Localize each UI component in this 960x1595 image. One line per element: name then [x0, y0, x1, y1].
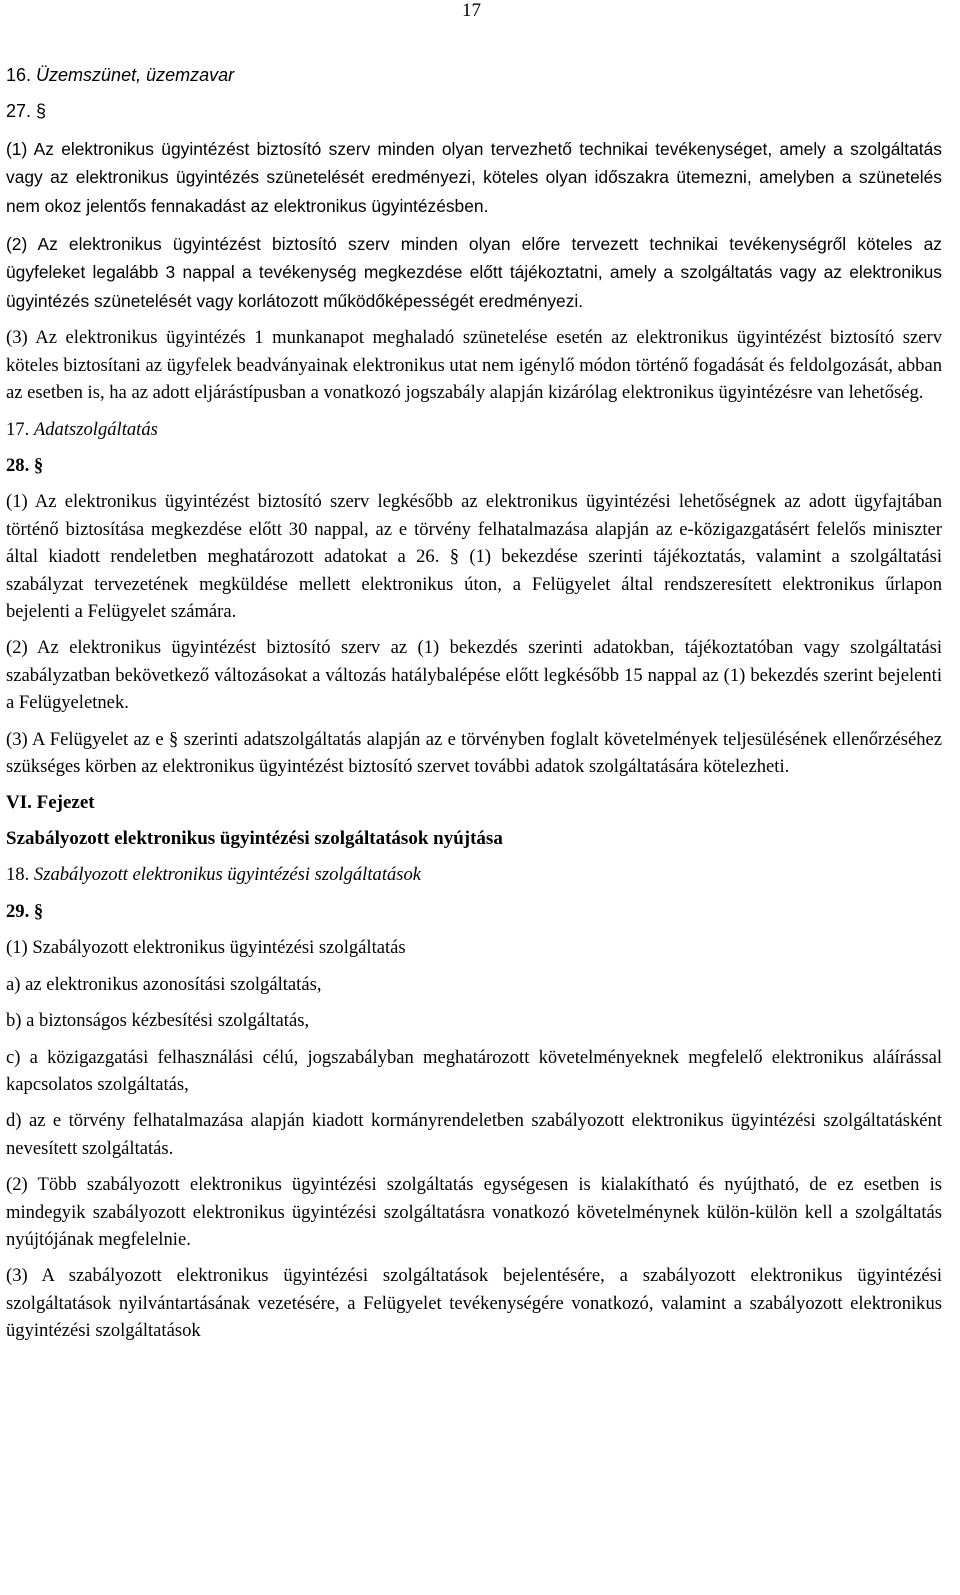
subsection-number: 17.	[6, 418, 30, 440]
subsection-title: Üzemszünet, üzemzavar	[36, 65, 235, 85]
paragraph-28-1: (1) Az elektronikus ügyintézést biztosító szerv legkésőbb az elektronikus ügyintézési lehetőségnek az adott ügyfajtában történő biztosítása megkezdése előtt 30 nappal, az e törvény felhatalmazása alapján az e-közigazgatásért felelős miniszter által kiadott rendeletben meghatározott adatokat a 26. § (1) bekezdése szerinti tájékoztatás, valamint a szolgáltatási szabályzat tervezetének megküldése mellett elektronikus úton, a Felügyelet által rendszeresített elektronikus űrlapon bejelenti a Felügyelet számára.	[6, 491, 942, 623]
list-item-b: b) a biztonságos kézbesítési szolgáltatás,	[6, 1010, 310, 1032]
subsection-heading-17	[6, 416, 942, 443]
list-item-d: d) az e törvény felhatalmazása alapján kiadott kormányrendeletben szabályozott elektronikus ügyintézési szolgáltatásként nevesített szolgáltatás.	[6, 1110, 942, 1159]
paragraph-28-2: (2) Az elektronikus ügyintézést biztosító szerv az (1) bekezdés szerinti adatokban, tájékoztatóban vagy szolgáltatási szabályzatban bekövetkező változásokat a változás hatálybalépése előtt legkésőbb 15 nappal az (1) bekezdés szerint bejelenti a Felügyeletnek.	[6, 637, 942, 714]
paragraph-28-3: (3) A Felügyelet az e § szerinti adatszolgáltatás alapján az e törvényben foglalt követelmények teljesülésének ellenőrzéséhez szükséges körben az elektronikus ügyintézést biztosító szervet további adatok szolgáltatására kötelezheti.	[6, 728, 942, 778]
subsection-number: 16.	[6, 65, 32, 85]
section-label-27: 27. §	[6, 101, 47, 122]
paragraph-29-3: (3) A szabályozott elektronikus ügyintézési szolgáltatások bejelentésére, a szabályozott elektronikus ügyintézési szolgáltatások nyilvántartásának vezetésére, a Felügyelet tevékenységére vonatkozó, valamint a szabályozott elektronikus ügyintézési szolgáltatások	[6, 1265, 942, 1342]
chapter-label: VI. Fejezet	[6, 792, 95, 814]
section-label-29: 29. §	[6, 900, 44, 922]
section-label-28: 28. §	[6, 455, 44, 476]
paragraph-27-1: (1) Az elektronikus ügyintézést biztosító szerv minden olyan tervezhető technikai tevékenységet, amely a szolgáltatás vagy az elektronikus ügyintézés szünetelését eredményezi, köteles olyan időszakra ütemezni, amelyben a szünetelés nem okoz jelentős fennakadást az elektronikus ügyintézésben.	[6, 138, 942, 216]
chapter-title: Szabályozott elektronikus ügyintézési szolgáltatások nyújtása	[6, 828, 503, 850]
list-item-c: c) a közigazgatási felhasználási célú, jogszabályban meghatározott követelményeknek megfelelő elektronikus aláírással kapcsolatos szolgáltatás,	[6, 1046, 942, 1095]
page-number: 17	[462, 0, 481, 21]
paragraph-27-2: (2) Az elektronikus ügyintézést biztosító szerv minden olyan előre tervezett technikai tevékenységről köteles az ügyfeleket legalább 3 nappal a tevékenység megkezdése előtt tájékoztatni, amely a szolgáltatás vagy az elektronikus ügyintézés szünetelését vagy korlátozott működőképességét eredményezi.	[6, 233, 942, 311]
list-item-a: a) az elektronikus azonosítási szolgáltatás,	[6, 973, 322, 995]
paragraph-27-3: (3) Az elektronikus ügyintézés 1 munkanapot meghaladó szünetelése esetén az elektronikus ügyintézést biztosító szerv köteles biztosítani az ügyfelek beadványainak elektronikus utat nem igénylő módon történő fogadását és feldolgozását, abban az esetben is, ha az adott eljárástípusban a vonatkozó jogszabály alapján kizárólag elektronikus ügyintézésre van lehetőség.	[6, 327, 942, 404]
subsection-number: 18.	[6, 864, 30, 886]
subsection-heading-18	[6, 861, 942, 888]
subsection-heading-16	[6, 62, 942, 89]
subsection-title: Szabályozott elektronikus ügyintézési szolgáltatások	[33, 864, 422, 886]
document-body	[6, 62, 942, 1354]
subsection-title: Adatszolgáltatás	[33, 418, 158, 440]
paragraph-29-1: (1) Szabályozott elektronikus ügyintézési szolgáltatás	[6, 937, 406, 959]
paragraph-29-2: (2) Több szabályozott elektronikus ügyintézési szolgáltatás egységesen is kialakítható és nyújtható, de ez esetben is mindegyik szabályozott elektronikus ügyintézési szolgáltatásra vonatkozó követelménynek külön-külön kell a szolgáltatás nyújtójának megfelelnie.	[6, 1174, 942, 1250]
